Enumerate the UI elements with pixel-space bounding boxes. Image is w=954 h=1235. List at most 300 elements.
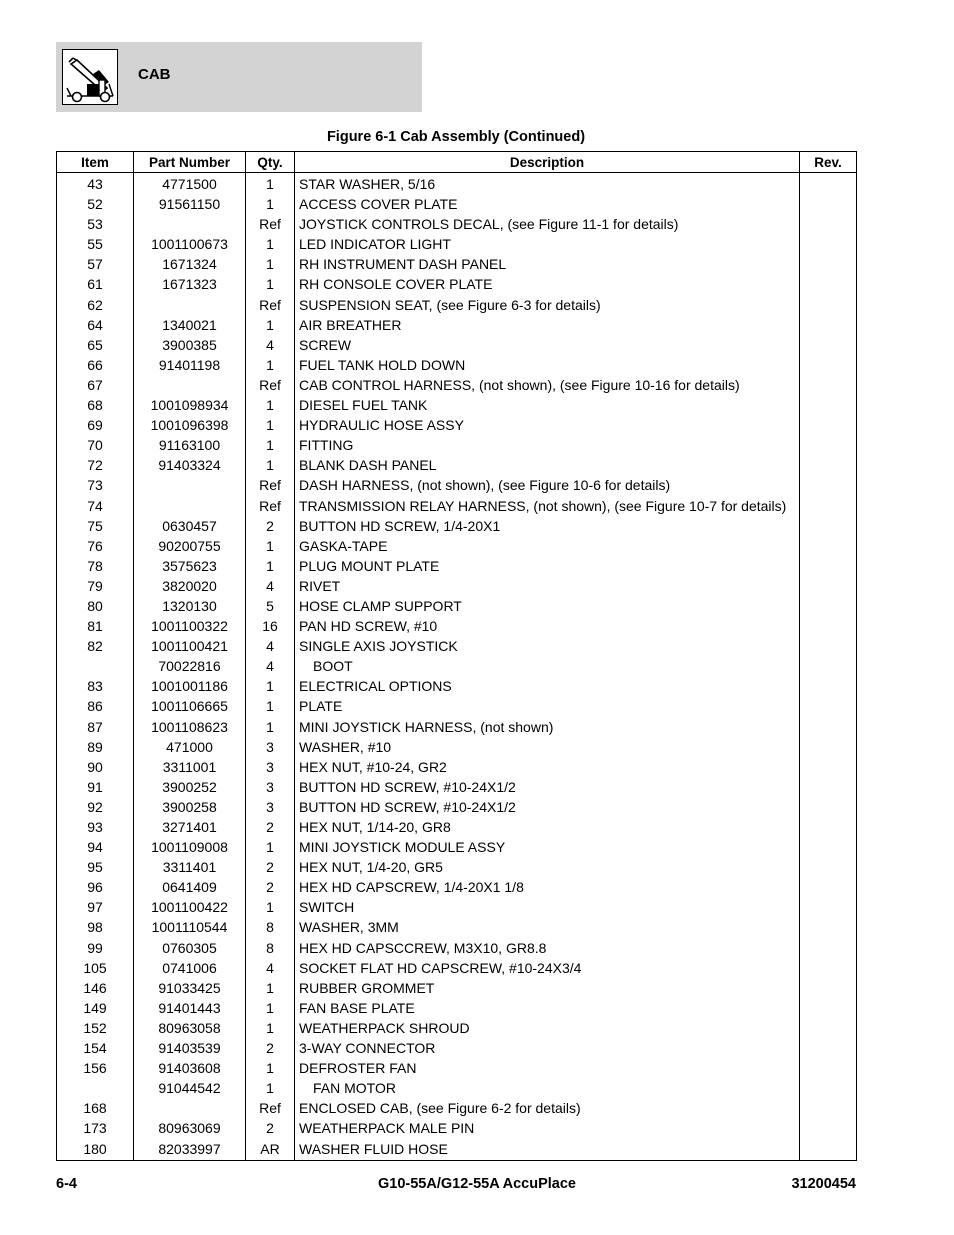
table-row <box>57 355 857 375</box>
part-number-cell: 1340021 <box>134 315 246 335</box>
section-header <box>56 42 422 112</box>
rev-cell <box>800 475 857 495</box>
qty-cell: 1 <box>246 897 295 917</box>
item-cell: 93 <box>57 817 134 837</box>
rev-cell <box>800 254 857 274</box>
rev-cell <box>800 696 857 716</box>
qty-cell: 1 <box>246 1078 295 1098</box>
description-cell: GASKA-TAPE <box>295 536 800 556</box>
item-cell: 146 <box>57 978 134 998</box>
table-row <box>57 857 857 877</box>
item-cell: 65 <box>57 335 134 355</box>
qty-cell: 3 <box>246 737 295 757</box>
description-cell: PLATE <box>295 696 800 716</box>
sub-item-description: FAN MOTOR <box>313 1080 396 1097</box>
qty-cell: 4 <box>246 656 295 676</box>
part-number-cell: 91044542 <box>134 1078 246 1098</box>
rev-cell <box>800 717 857 737</box>
part-number-cell: 91403324 <box>134 455 246 475</box>
description-cell: SOCKET FLAT HD CAPSCREW, #10-24X3/4 <box>295 958 800 978</box>
qty-cell: Ref <box>246 496 295 516</box>
qty-cell: 4 <box>246 636 295 656</box>
item-cell: 180 <box>57 1139 134 1161</box>
part-number-cell: 80963058 <box>134 1018 246 1038</box>
table-row <box>57 173 857 195</box>
qty-cell: 1 <box>246 355 295 375</box>
item-cell <box>57 1078 134 1098</box>
table-row <box>57 656 857 676</box>
rev-cell <box>800 917 857 937</box>
table-row <box>57 1098 857 1118</box>
table-row <box>57 214 857 234</box>
part-number-cell: 1001110544 <box>134 917 246 937</box>
qty-cell: 1 <box>246 415 295 435</box>
table-row <box>57 194 857 214</box>
item-cell: 62 <box>57 295 134 315</box>
item-cell: 98 <box>57 917 134 937</box>
part-number-cell: 1001100322 <box>134 616 246 636</box>
description-cell: MINI JOYSTICK HARNESS, (not shown) <box>295 717 800 737</box>
rev-cell <box>800 194 857 214</box>
column-header-description: Description <box>295 152 800 173</box>
part-number-cell: 91033425 <box>134 978 246 998</box>
description-cell: TRANSMISSION RELAY HARNESS, (not shown), (see Figure 10-7 for details) <box>295 496 800 516</box>
part-number-cell: 82033997 <box>134 1139 246 1161</box>
section-title: CAB <box>138 66 171 83</box>
item-cell: 154 <box>57 1038 134 1058</box>
rev-cell <box>800 274 857 294</box>
item-cell: 83 <box>57 676 134 696</box>
description-cell: WASHER, 3MM <box>295 917 800 937</box>
part-number-cell: 3311001 <box>134 757 246 777</box>
item-cell: 87 <box>57 717 134 737</box>
qty-cell: 3 <box>246 777 295 797</box>
description-cell: PAN HD SCREW, #10 <box>295 616 800 636</box>
description-cell: CAB CONTROL HARNESS, (not shown), (see Figure 10-16 for details) <box>295 375 800 395</box>
description-cell: BUTTON HD SCREW, 1/4-20X1 <box>295 516 800 536</box>
part-number-cell: 91403539 <box>134 1038 246 1058</box>
qty-cell: Ref <box>246 375 295 395</box>
qty-cell: 1 <box>246 978 295 998</box>
part-number-cell: 4771500 <box>134 173 246 195</box>
description-cell: BLANK DASH PANEL <box>295 455 800 475</box>
qty-cell: 3 <box>246 757 295 777</box>
rev-cell <box>800 1058 857 1078</box>
description-cell: STAR WASHER, 5/16 <box>295 173 800 195</box>
table-row <box>57 375 857 395</box>
item-cell: 53 <box>57 214 134 234</box>
description-cell: SWITCH <box>295 897 800 917</box>
table-row <box>57 797 857 817</box>
description-cell: AIR BREATHER <box>295 315 800 335</box>
rev-cell <box>800 234 857 254</box>
item-cell: 152 <box>57 1018 134 1038</box>
item-cell: 76 <box>57 536 134 556</box>
item-cell: 64 <box>57 315 134 335</box>
column-header-qty: Qty. <box>246 152 295 173</box>
rev-cell <box>800 1118 857 1138</box>
rev-cell <box>800 1098 857 1118</box>
rev-cell <box>800 1078 857 1098</box>
table-row <box>57 616 857 636</box>
rev-cell <box>800 496 857 516</box>
rev-cell <box>800 415 857 435</box>
table-row <box>57 395 857 415</box>
part-number-cell <box>134 475 246 495</box>
column-header-rev: Rev. <box>800 152 857 173</box>
description-cell: HEX NUT, 1/14-20, GR8 <box>295 817 800 837</box>
part-number-cell: 1671323 <box>134 274 246 294</box>
part-number-cell: 1001096398 <box>134 415 246 435</box>
qty-cell: 1 <box>246 556 295 576</box>
qty-cell: 1 <box>246 274 295 294</box>
description-cell: BUTTON HD SCREW, #10-24X1/2 <box>295 797 800 817</box>
table-row <box>57 335 857 355</box>
qty-cell: 1 <box>246 315 295 335</box>
table-row <box>57 897 857 917</box>
part-number-cell: 3271401 <box>134 817 246 837</box>
rev-cell <box>800 335 857 355</box>
qty-cell: 1 <box>246 194 295 214</box>
qty-cell: 1 <box>246 717 295 737</box>
table-row <box>57 817 857 837</box>
model-name: G10-55A/G12-55A AccuPlace <box>377 1176 576 1192</box>
parts-table-body <box>57 173 857 1161</box>
table-row <box>57 234 857 254</box>
table-row <box>57 1118 857 1138</box>
part-number-cell: 0630457 <box>134 516 246 536</box>
rev-cell <box>800 355 857 375</box>
item-cell: 79 <box>57 576 134 596</box>
item-cell: 91 <box>57 777 134 797</box>
rev-cell <box>800 576 857 596</box>
rev-cell <box>800 596 857 616</box>
description-cell: DEFROSTER FAN <box>295 1058 800 1078</box>
description-cell: HOSE CLAMP SUPPORT <box>295 596 800 616</box>
part-number-cell: 3820020 <box>134 576 246 596</box>
item-cell: 43 <box>57 173 134 195</box>
table-row <box>57 877 857 897</box>
part-number-cell: 3311401 <box>134 857 246 877</box>
description-cell <box>295 656 800 676</box>
qty-cell: 1 <box>246 837 295 857</box>
description-cell: SCREW <box>295 335 800 355</box>
rev-cell <box>800 757 857 777</box>
part-number-cell: 3900385 <box>134 335 246 355</box>
table-row <box>57 596 857 616</box>
description-cell: MINI JOYSTICK MODULE ASSY <box>295 837 800 857</box>
part-number-cell: 0741006 <box>134 958 246 978</box>
table-row <box>57 757 857 777</box>
item-cell: 52 <box>57 194 134 214</box>
rev-cell <box>800 958 857 978</box>
rev-cell <box>800 676 857 696</box>
item-cell: 95 <box>57 857 134 877</box>
table-row <box>57 435 857 455</box>
part-number-cell: 70022816 <box>134 656 246 676</box>
part-number-cell: 1001098934 <box>134 395 246 415</box>
table-row <box>57 777 857 797</box>
table-row <box>57 496 857 516</box>
item-cell: 66 <box>57 355 134 375</box>
qty-cell: 1 <box>246 254 295 274</box>
part-number-cell: 3900258 <box>134 797 246 817</box>
rev-cell <box>800 857 857 877</box>
rev-cell <box>800 656 857 676</box>
part-number-cell: 91401198 <box>134 355 246 375</box>
part-number-cell <box>134 295 246 315</box>
table-row <box>57 676 857 696</box>
part-number-cell: 90200755 <box>134 536 246 556</box>
qty-cell: 4 <box>246 576 295 596</box>
rev-cell <box>800 817 857 837</box>
item-cell: 82 <box>57 636 134 656</box>
table-row <box>57 737 857 757</box>
table-row <box>57 1038 857 1058</box>
qty-cell: 4 <box>246 335 295 355</box>
rev-cell <box>800 616 857 636</box>
description-cell: 3-WAY CONNECTOR <box>295 1038 800 1058</box>
column-header-item: Item <box>57 152 134 173</box>
column-header-part-number: Part Number <box>134 152 246 173</box>
part-number-cell: 0641409 <box>134 877 246 897</box>
rev-cell <box>800 435 857 455</box>
rev-cell <box>800 173 857 195</box>
item-cell <box>57 656 134 676</box>
qty-cell: 1 <box>246 676 295 696</box>
qty-cell: 8 <box>246 938 295 958</box>
item-cell: 173 <box>57 1118 134 1138</box>
table-row <box>57 516 857 536</box>
table-row <box>57 1018 857 1038</box>
item-cell: 96 <box>57 877 134 897</box>
table-row <box>57 636 857 656</box>
rev-cell <box>800 938 857 958</box>
part-number-cell: 0760305 <box>134 938 246 958</box>
description-cell: WEATHERPACK SHROUD <box>295 1018 800 1038</box>
part-number-cell <box>134 496 246 516</box>
item-cell: 78 <box>57 556 134 576</box>
description-cell: JOYSTICK CONTROLS DECAL, (see Figure 11-1 for details) <box>295 214 800 234</box>
description-cell: DIESEL FUEL TANK <box>295 395 800 415</box>
table-row <box>57 536 857 556</box>
part-number-cell <box>134 375 246 395</box>
qty-cell: 1 <box>246 1018 295 1038</box>
description-cell: FAN BASE PLATE <box>295 998 800 1018</box>
part-number-cell <box>134 214 246 234</box>
qty-cell: Ref <box>246 214 295 234</box>
item-cell: 156 <box>57 1058 134 1078</box>
rev-cell <box>800 978 857 998</box>
item-cell: 69 <box>57 415 134 435</box>
part-number-cell: 80963069 <box>134 1118 246 1138</box>
sub-item-description: BOOT <box>313 658 353 675</box>
table-row <box>57 254 857 274</box>
item-cell: 92 <box>57 797 134 817</box>
description-cell: FITTING <box>295 435 800 455</box>
qty-cell: Ref <box>246 295 295 315</box>
qty-cell: 4 <box>246 958 295 978</box>
item-cell: 72 <box>57 455 134 475</box>
table-header-row <box>57 152 857 173</box>
table-row <box>57 1058 857 1078</box>
description-cell: SUSPENSION SEAT, (see Figure 6-3 for details) <box>295 295 800 315</box>
rev-cell <box>800 556 857 576</box>
qty-cell: 2 <box>246 817 295 837</box>
item-cell: 168 <box>57 1098 134 1118</box>
item-cell: 105 <box>57 958 134 978</box>
qty-cell: 1 <box>246 536 295 556</box>
qty-cell: 2 <box>246 857 295 877</box>
qty-cell: 3 <box>246 797 295 817</box>
description-cell: HEX NUT, 1/4-20, GR5 <box>295 857 800 877</box>
description-cell: ACCESS COVER PLATE <box>295 194 800 214</box>
item-cell: 80 <box>57 596 134 616</box>
table-row <box>57 837 857 857</box>
rev-cell <box>800 214 857 234</box>
qty-cell: 1 <box>246 395 295 415</box>
cab-loader-icon <box>62 49 118 105</box>
qty-cell: AR <box>246 1139 295 1161</box>
table-row <box>57 958 857 978</box>
table-row <box>57 1139 857 1161</box>
item-cell: 94 <box>57 837 134 857</box>
document-number: 31200454 <box>791 1176 856 1192</box>
description-cell: WASHER, #10 <box>295 737 800 757</box>
item-cell: 75 <box>57 516 134 536</box>
part-number-cell: 91163100 <box>134 435 246 455</box>
item-cell: 90 <box>57 757 134 777</box>
item-cell: 99 <box>57 938 134 958</box>
qty-cell: 1 <box>246 173 295 195</box>
table-row <box>57 315 857 335</box>
part-number-cell: 1001106665 <box>134 696 246 716</box>
part-number-cell: 1001109008 <box>134 837 246 857</box>
rev-cell <box>800 998 857 1018</box>
qty-cell: 1 <box>246 455 295 475</box>
table-row <box>57 274 857 294</box>
rev-cell <box>800 837 857 857</box>
description-cell: SINGLE AXIS JOYSTICK <box>295 636 800 656</box>
description-cell: HEX HD CAPSCCREW, M3X10, GR8.8 <box>295 938 800 958</box>
item-cell: 89 <box>57 737 134 757</box>
item-cell: 97 <box>57 897 134 917</box>
description-cell: RH INSTRUMENT DASH PANEL <box>295 254 800 274</box>
item-cell: 67 <box>57 375 134 395</box>
table-row <box>57 696 857 716</box>
item-cell: 68 <box>57 395 134 415</box>
description-cell: FUEL TANK HOLD DOWN <box>295 355 800 375</box>
page-number: 6-4 <box>56 1176 77 1192</box>
table-row <box>57 415 857 435</box>
description-cell: RUBBER GROMMET <box>295 978 800 998</box>
rev-cell <box>800 315 857 335</box>
item-cell: 73 <box>57 475 134 495</box>
part-number-cell: 1001100673 <box>134 234 246 254</box>
qty-cell: 1 <box>246 696 295 716</box>
table-row <box>57 556 857 576</box>
table-row <box>57 717 857 737</box>
rev-cell <box>800 1018 857 1038</box>
rev-cell <box>800 455 857 475</box>
description-cell: ENCLOSED CAB, (see Figure 6-2 for details) <box>295 1098 800 1118</box>
item-cell: 86 <box>57 696 134 716</box>
part-number-cell: 471000 <box>134 737 246 757</box>
table-row <box>57 475 857 495</box>
table-row <box>57 917 857 937</box>
rev-cell <box>800 877 857 897</box>
description-cell: ELECTRICAL OPTIONS <box>295 676 800 696</box>
part-number-cell: 1001108623 <box>134 717 246 737</box>
table-row <box>57 295 857 315</box>
description-cell <box>295 1078 800 1098</box>
rev-cell <box>800 516 857 536</box>
qty-cell: 1 <box>246 1058 295 1078</box>
part-number-cell: 1001100422 <box>134 897 246 917</box>
description-cell: HEX NUT, #10-24, GR2 <box>295 757 800 777</box>
qty-cell: 1 <box>246 435 295 455</box>
table-row <box>57 938 857 958</box>
part-number-cell: 1320130 <box>134 596 246 616</box>
qty-cell: 2 <box>246 877 295 897</box>
rev-cell <box>800 375 857 395</box>
part-number-cell: 91401443 <box>134 998 246 1018</box>
qty-cell: 2 <box>246 516 295 536</box>
parts-table <box>56 151 857 1161</box>
rev-cell <box>800 897 857 917</box>
part-number-cell <box>134 1098 246 1118</box>
description-cell: RH CONSOLE COVER PLATE <box>295 274 800 294</box>
description-cell: WEATHERPACK MALE PIN <box>295 1118 800 1138</box>
rev-cell <box>800 1038 857 1058</box>
description-cell: LED INDICATOR LIGHT <box>295 234 800 254</box>
rev-cell <box>800 1139 857 1161</box>
qty-cell: 1 <box>246 998 295 1018</box>
qty-cell: 8 <box>246 917 295 937</box>
item-cell: 57 <box>57 254 134 274</box>
qty-cell: 5 <box>246 596 295 616</box>
table-row <box>57 978 857 998</box>
item-cell: 149 <box>57 998 134 1018</box>
qty-cell: 1 <box>246 234 295 254</box>
table-row <box>57 1078 857 1098</box>
description-cell: BUTTON HD SCREW, #10-24X1/2 <box>295 777 800 797</box>
rev-cell <box>800 536 857 556</box>
qty-cell: 2 <box>246 1118 295 1138</box>
part-number-cell: 91561150 <box>134 194 246 214</box>
qty-cell: 2 <box>246 1038 295 1058</box>
part-number-cell: 1671324 <box>134 254 246 274</box>
part-number-cell: 91403608 <box>134 1058 246 1078</box>
item-cell: 74 <box>57 496 134 516</box>
item-cell: 70 <box>57 435 134 455</box>
rev-cell <box>800 295 857 315</box>
figure-caption: Figure 6-1 Cab Assembly (Continued) <box>326 129 586 145</box>
description-cell: RIVET <box>295 576 800 596</box>
item-cell: 61 <box>57 274 134 294</box>
description-cell: DASH HARNESS, (not shown), (see Figure 10-6 for details) <box>295 475 800 495</box>
qty-cell: Ref <box>246 475 295 495</box>
rev-cell <box>800 797 857 817</box>
part-number-cell: 1001001186 <box>134 676 246 696</box>
table-row <box>57 455 857 475</box>
table-row <box>57 998 857 1018</box>
rev-cell <box>800 737 857 757</box>
part-number-cell: 3575623 <box>134 556 246 576</box>
description-cell: HYDRAULIC HOSE ASSY <box>295 415 800 435</box>
description-cell: WASHER FLUID HOSE <box>295 1139 800 1161</box>
item-cell: 55 <box>57 234 134 254</box>
